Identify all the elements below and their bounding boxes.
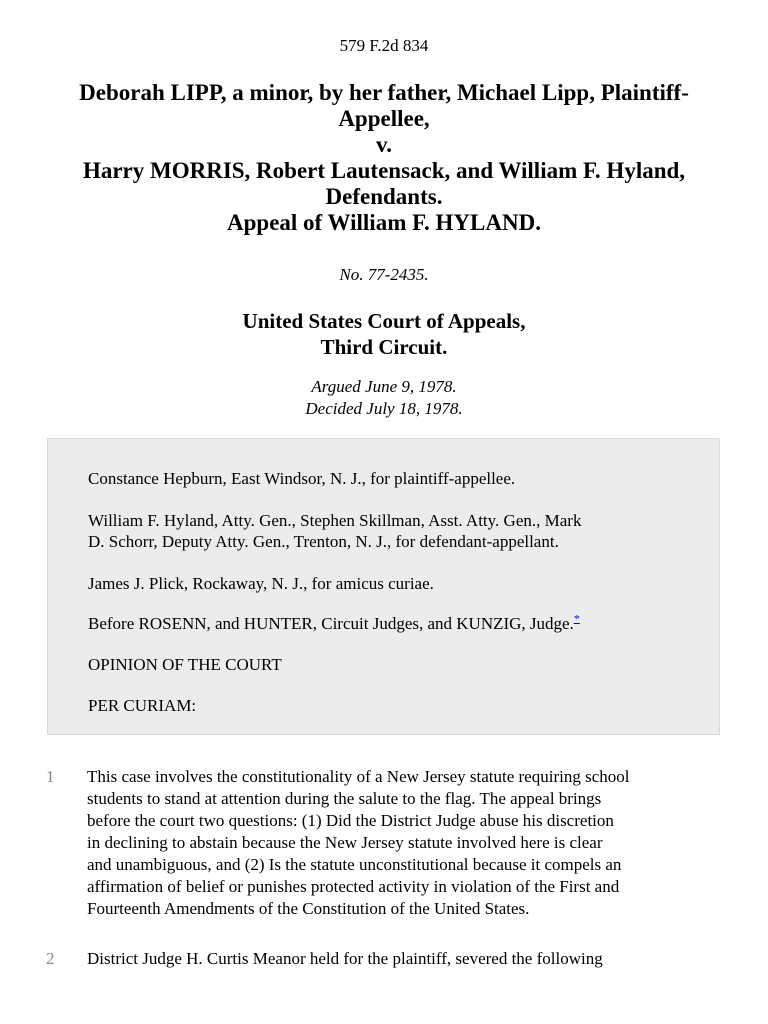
caption-line: v. xyxy=(376,132,392,157)
paragraph-line: students to stand at attention during the salute to the flag. The appeal brings xyxy=(87,789,602,808)
paragraph-line: and unambiguous, and (2) Is the statute unconstitutional because it compels an xyxy=(87,855,622,874)
paragraph-text xyxy=(87,766,727,920)
paragraph-line: in declining to abstain because the New Jersey statute involved here is clear xyxy=(87,833,603,852)
opinion-heading: OPINION OF THE COURT xyxy=(88,655,282,674)
counsel-plaintiff: Constance Hepburn, East Windsor, N. J., for plaintiff-appellee. xyxy=(88,469,516,488)
counsel-amicus: James J. Plick, Rockaway, N. J., for amicus curiae. xyxy=(88,574,434,593)
court-name xyxy=(0,308,768,360)
decided-date: Decided July 18, 1978. xyxy=(305,399,463,418)
case-caption xyxy=(30,80,738,236)
per-curiam: PER CURIAM: xyxy=(88,696,197,715)
court-line: Third Circuit. xyxy=(320,335,448,359)
caption-line: Appellee, xyxy=(338,106,430,131)
caption-line: Defendants. xyxy=(325,184,443,209)
paragraph-number: 1 xyxy=(46,767,55,786)
paragraph-text xyxy=(87,948,727,970)
panel-judges xyxy=(88,613,688,634)
panel-judges-text: Before ROSENN, and HUNTER, Circuit Judges, and KUNZIG, Judge. xyxy=(88,614,574,633)
case-dates xyxy=(0,376,768,420)
counsel-box xyxy=(47,438,720,735)
citation: 579 F.2d 834 xyxy=(339,36,429,55)
paragraph-line: This case involves the constitutionality of a New Jersey statute requiring school xyxy=(87,767,630,786)
counsel-defendant-line: William F. Hyland, Atty. Gen., Stephen Skillman, Asst. Atty. Gen., Mark xyxy=(88,511,582,530)
argued-date: Argued June 9, 1978. xyxy=(311,377,457,396)
docket-number: No. 77-2435. xyxy=(339,265,429,284)
court-line: United States Court of Appeals, xyxy=(242,309,526,333)
counsel-defendant xyxy=(88,510,688,552)
paragraph-line: District Judge H. Curtis Meanor held for the plaintiff, severed the following xyxy=(87,949,603,968)
caption-line: Harry MORRIS, Robert Lautensack, and William F. Hyland, xyxy=(82,158,686,183)
paragraph-number: 2 xyxy=(46,949,55,968)
counsel-defendant-line: D. Schorr, Deputy Atty. Gen., Trenton, N. J., for defendant-appellant. xyxy=(88,532,559,551)
paragraph-line: affirmation of belief or punishes protected activity in violation of the First and xyxy=(87,877,620,896)
paragraph-line: Fourteenth Amendments of the Constitution of the United States. xyxy=(87,899,530,918)
caption-line: Appeal of William F. HYLAND. xyxy=(227,210,541,235)
caption-line: Deborah LIPP, a minor, by her father, Michael Lipp, Plaintiff- xyxy=(79,80,689,105)
paragraph-line: before the court two questions: (1) Did the District Judge abuse his discretion xyxy=(87,811,614,830)
footnote-link[interactable]: * xyxy=(573,611,580,626)
